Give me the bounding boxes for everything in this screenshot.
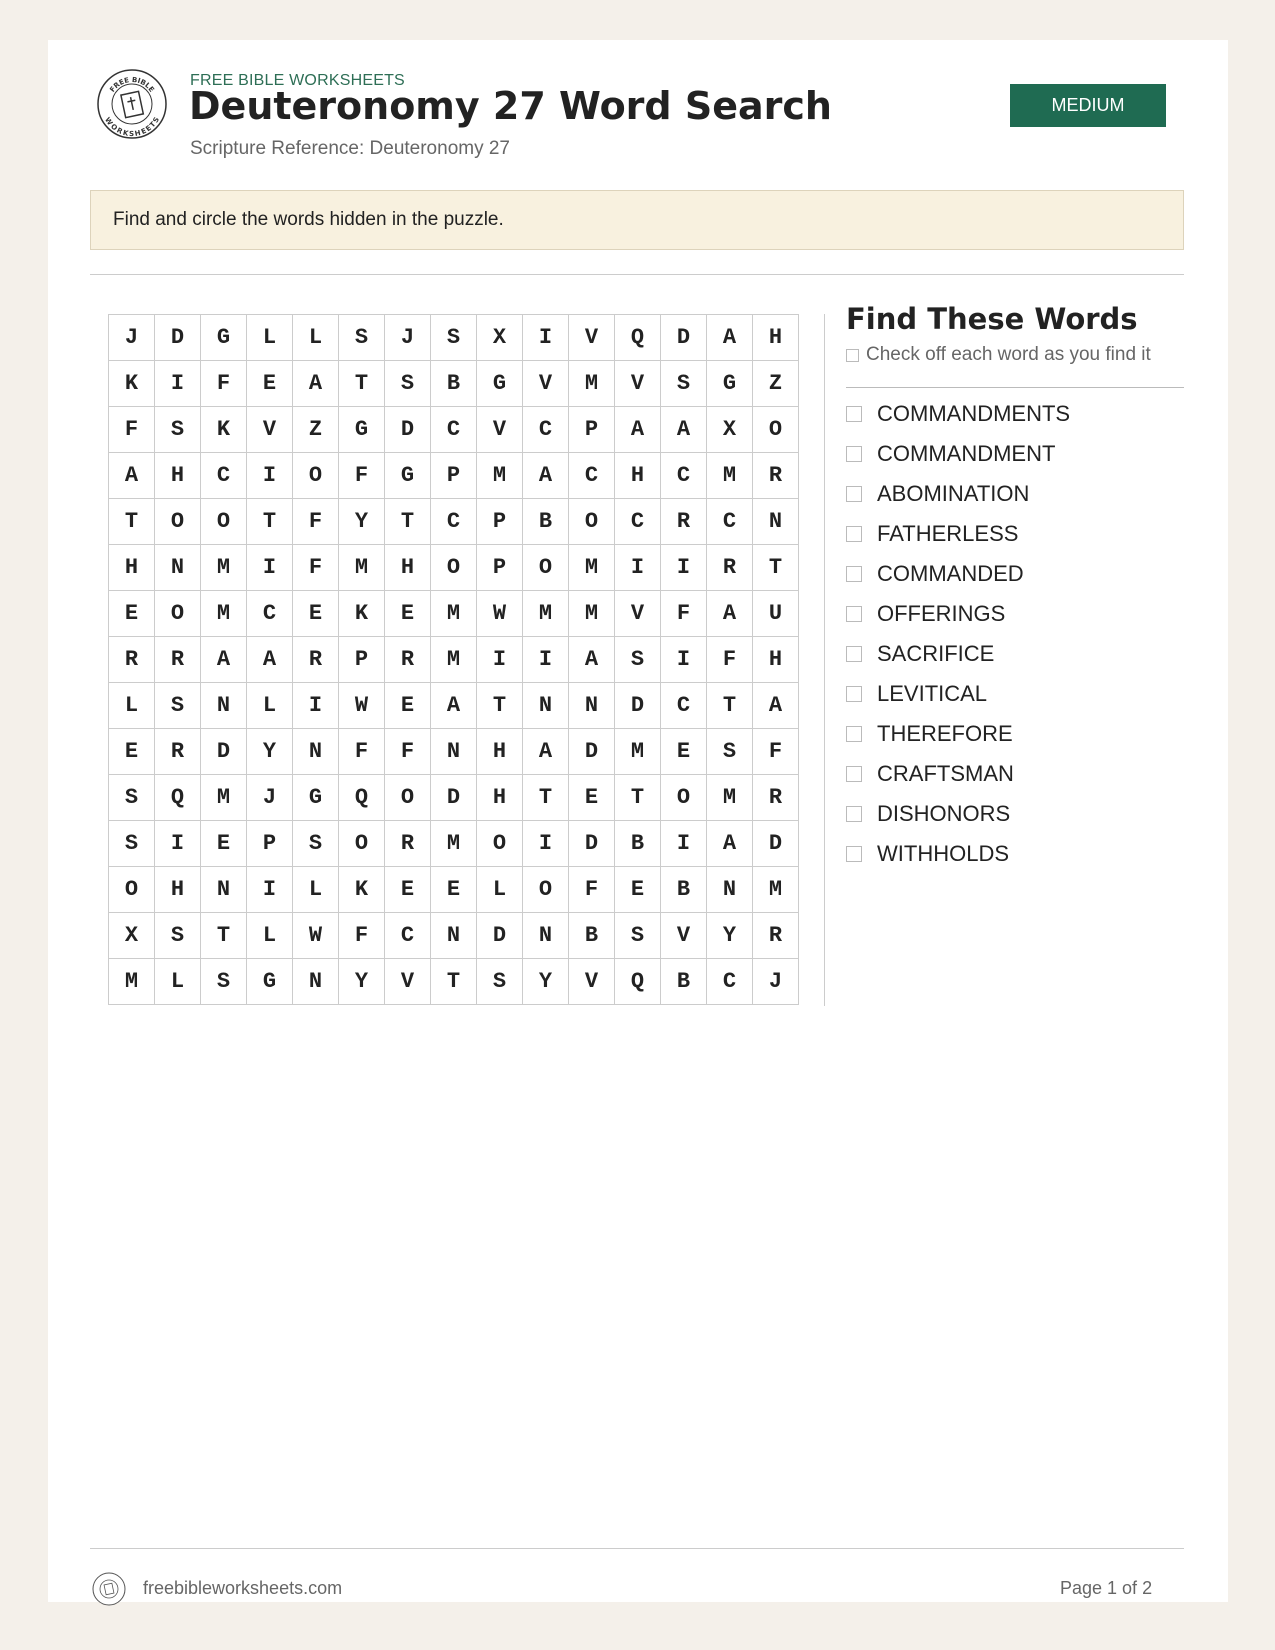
word-list-divider <box>846 387 1184 388</box>
grid-cell: E <box>247 361 293 407</box>
grid-cell: G <box>477 361 523 407</box>
grid-cell: D <box>615 683 661 729</box>
grid-cell: F <box>753 729 799 775</box>
grid-cell: Y <box>339 499 385 545</box>
grid-cell: I <box>247 453 293 499</box>
grid-cell: M <box>569 591 615 637</box>
grid-cell: G <box>293 775 339 821</box>
grid-cell: T <box>385 499 431 545</box>
grid-cell: N <box>201 683 247 729</box>
grid-cell: E <box>569 775 615 821</box>
grid-cell: A <box>661 407 707 453</box>
grid-cell: G <box>339 407 385 453</box>
grid-cell: B <box>431 361 477 407</box>
grid-cell: O <box>753 407 799 453</box>
grid-cell: H <box>477 729 523 775</box>
grid-cell: V <box>477 407 523 453</box>
word-checkbox[interactable] <box>846 486 862 502</box>
grid-cell: S <box>201 959 247 1005</box>
grid-cell: F <box>569 867 615 913</box>
grid-cell: J <box>247 775 293 821</box>
grid-cell: S <box>615 913 661 959</box>
grid-cell: S <box>155 407 201 453</box>
word-list-item <box>846 434 1070 474</box>
grid-cell: Y <box>707 913 753 959</box>
grid-cell: M <box>201 775 247 821</box>
grid-cell: X <box>109 913 155 959</box>
grid-cell: E <box>109 591 155 637</box>
grid-cell: M <box>339 545 385 591</box>
word-list-item <box>846 794 1070 834</box>
grid-cell: E <box>293 591 339 637</box>
bible-logo-icon <box>96 68 168 140</box>
grid-cell: Y <box>339 959 385 1005</box>
grid-cell: P <box>431 453 477 499</box>
word-label: FATHERLESS <box>877 521 1019 546</box>
grid-cell: O <box>477 821 523 867</box>
grid-cell: C <box>431 499 477 545</box>
grid-cell: T <box>247 499 293 545</box>
grid-cell: T <box>431 959 477 1005</box>
grid-cell: O <box>339 821 385 867</box>
grid-cell: D <box>201 729 247 775</box>
grid-cell: H <box>753 637 799 683</box>
word-list-item <box>846 554 1070 594</box>
grid-cell: H <box>109 545 155 591</box>
grid-cell: L <box>293 867 339 913</box>
grid-cell: B <box>615 821 661 867</box>
grid-cell: V <box>385 959 431 1005</box>
word-label: COMMANDED <box>877 561 1024 586</box>
grid-cell: F <box>707 637 753 683</box>
section-divider <box>90 274 1184 275</box>
grid-cell: C <box>385 913 431 959</box>
word-list-hint-text: Check off each word as you find it <box>866 344 1151 365</box>
grid-cell: B <box>661 959 707 1005</box>
grid-cell: O <box>155 591 201 637</box>
grid-cell: B <box>569 913 615 959</box>
grid-cell: M <box>569 361 615 407</box>
grid-cell: E <box>661 729 707 775</box>
hint-checkbox-icon <box>846 349 859 362</box>
grid-cell: A <box>431 683 477 729</box>
grid-cell: A <box>201 637 247 683</box>
grid-cell: N <box>523 913 569 959</box>
grid-cell: H <box>155 453 201 499</box>
grid-cell: E <box>615 867 661 913</box>
word-label: CRAFTSMAN <box>877 761 1014 786</box>
grid-cell: F <box>339 913 385 959</box>
grid-cell: F <box>385 729 431 775</box>
grid-cell: H <box>615 453 661 499</box>
grid-cell: G <box>385 453 431 499</box>
grid-cell: R <box>155 637 201 683</box>
grid-cell: N <box>431 913 477 959</box>
word-list-item <box>846 754 1070 794</box>
grid-cell: G <box>707 361 753 407</box>
grid-cell: C <box>201 453 247 499</box>
grid-cell: T <box>707 683 753 729</box>
grid-cell: M <box>477 453 523 499</box>
grid-cell: I <box>155 821 201 867</box>
grid-cell: C <box>615 499 661 545</box>
grid-cell: R <box>661 499 707 545</box>
grid-cell: I <box>661 821 707 867</box>
grid-cell: O <box>109 867 155 913</box>
word-list-hint <box>846 344 1151 366</box>
word-search-grid <box>108 314 799 1005</box>
grid-cell: S <box>339 315 385 361</box>
grid-cell: B <box>661 867 707 913</box>
grid-cell: A <box>615 407 661 453</box>
word-label: OFFERINGS <box>877 601 1006 626</box>
grid-cell: C <box>707 959 753 1005</box>
grid-cell: L <box>247 683 293 729</box>
grid-cell: D <box>753 821 799 867</box>
grid-cell: F <box>293 499 339 545</box>
grid-cell: C <box>661 683 707 729</box>
grid-cell: E <box>385 683 431 729</box>
grid-cell: P <box>339 637 385 683</box>
grid-cell: O <box>385 775 431 821</box>
grid-cell: I <box>247 545 293 591</box>
logo-bottom-text: WORKSHEETS <box>103 115 161 139</box>
grid-cell: F <box>201 361 247 407</box>
grid-cell: R <box>753 453 799 499</box>
column-divider <box>824 314 825 1006</box>
grid-cell: I <box>523 821 569 867</box>
grid-cell: M <box>753 867 799 913</box>
grid-cell: Q <box>615 959 661 1005</box>
grid-cell: E <box>385 591 431 637</box>
grid-cell: M <box>569 545 615 591</box>
footer-logo-icon <box>92 1572 126 1606</box>
grid-cell: E <box>385 867 431 913</box>
grid-cell: K <box>109 361 155 407</box>
word-list-item <box>846 594 1070 634</box>
grid-cell: I <box>523 637 569 683</box>
grid-cell: F <box>339 453 385 499</box>
word-label: WITHHOLDS <box>877 841 1009 866</box>
grid-cell: L <box>109 683 155 729</box>
grid-cell: C <box>523 407 569 453</box>
grid-cell: M <box>201 545 247 591</box>
scripture-reference: Scripture Reference: Deuteronomy 27 <box>190 138 510 159</box>
word-label: LEVITICAL <box>877 681 988 706</box>
grid-cell: D <box>477 913 523 959</box>
grid-cell: M <box>523 591 569 637</box>
grid-cell: H <box>385 545 431 591</box>
grid-cell: L <box>293 315 339 361</box>
page-number: Page 1 of 2 <box>1060 1578 1153 1598</box>
word-checkbox[interactable] <box>846 846 862 862</box>
word-list-item <box>846 634 1070 674</box>
grid-cell: S <box>477 959 523 1005</box>
word-checkbox[interactable] <box>846 646 862 662</box>
grid-cell: L <box>247 315 293 361</box>
grid-cell: F <box>661 591 707 637</box>
grid-cell: Q <box>339 775 385 821</box>
word-checkbox[interactable] <box>846 686 862 702</box>
grid-cell: E <box>201 821 247 867</box>
grid-cell: I <box>477 637 523 683</box>
grid-cell: L <box>247 913 293 959</box>
grid-cell: M <box>431 821 477 867</box>
grid-cell: W <box>477 591 523 637</box>
grid-cell: T <box>523 775 569 821</box>
word-checkbox[interactable] <box>846 606 862 622</box>
word-checkbox[interactable] <box>846 806 862 822</box>
grid-cell: M <box>109 959 155 1005</box>
grid-cell: D <box>661 315 707 361</box>
grid-cell: M <box>431 637 477 683</box>
grid-cell: H <box>753 315 799 361</box>
grid-cell: N <box>155 545 201 591</box>
grid-cell: F <box>109 407 155 453</box>
instructions-text: Find and circle the words hidden in the puzzle. <box>113 209 504 230</box>
grid-cell: I <box>615 545 661 591</box>
grid-cell: D <box>569 729 615 775</box>
word-checkbox[interactable] <box>846 766 862 782</box>
word-label: SACRIFICE <box>877 641 995 666</box>
word-list-item <box>846 834 1070 874</box>
grid-cell: I <box>247 867 293 913</box>
grid-cell: N <box>293 959 339 1005</box>
grid-cell: T <box>753 545 799 591</box>
grid-cell: Z <box>293 407 339 453</box>
grid-cell: M <box>707 775 753 821</box>
grid-cell: N <box>201 867 247 913</box>
word-list-item <box>846 394 1070 434</box>
grid-cell: O <box>201 499 247 545</box>
grid-cell: C <box>431 407 477 453</box>
word-list-title: Find These Words <box>846 302 1138 336</box>
grid-cell: A <box>753 683 799 729</box>
grid-cell: W <box>293 913 339 959</box>
grid-cell: O <box>661 775 707 821</box>
grid-cell: G <box>201 315 247 361</box>
grid-cell: V <box>569 959 615 1005</box>
grid-cell: A <box>247 637 293 683</box>
grid-cell: B <box>523 499 569 545</box>
brand-name: FREE BIBLE WORKSHEETS <box>190 72 405 89</box>
grid-cell: I <box>523 315 569 361</box>
grid-cell: S <box>615 637 661 683</box>
grid-cell: V <box>523 361 569 407</box>
grid-cell: H <box>155 867 201 913</box>
grid-cell: M <box>201 591 247 637</box>
grid-cell: T <box>477 683 523 729</box>
grid-cell: C <box>569 453 615 499</box>
grid-cell: P <box>477 499 523 545</box>
grid-cell: S <box>109 821 155 867</box>
grid-cell: S <box>155 913 201 959</box>
grid-cell: O <box>155 499 201 545</box>
word-list-item <box>846 674 1070 714</box>
word-label: DISHONORS <box>877 801 1011 826</box>
grid-cell: O <box>523 545 569 591</box>
grid-cell: R <box>753 775 799 821</box>
grid-cell: P <box>477 545 523 591</box>
page-title: Deuteronomy 27 Word Search <box>189 84 832 128</box>
grid-cell: N <box>753 499 799 545</box>
grid-cell: U <box>753 591 799 637</box>
word-label: COMMANDMENT <box>877 441 1056 466</box>
grid-cell: N <box>431 729 477 775</box>
grid-cell: X <box>707 407 753 453</box>
grid-cell: A <box>569 637 615 683</box>
grid-cell: T <box>339 361 385 407</box>
word-label: COMMANDMENTS <box>877 401 1071 426</box>
grid-cell: C <box>661 453 707 499</box>
grid-cell: Q <box>615 315 661 361</box>
grid-cell: M <box>707 453 753 499</box>
grid-cell: M <box>431 591 477 637</box>
grid-cell: D <box>431 775 477 821</box>
grid-cell: V <box>615 591 661 637</box>
grid-cell: L <box>477 867 523 913</box>
grid-cell: K <box>339 867 385 913</box>
grid-cell: A <box>109 453 155 499</box>
grid-cell: S <box>155 683 201 729</box>
grid-cell: S <box>385 361 431 407</box>
grid-cell: F <box>293 545 339 591</box>
word-checkbox[interactable] <box>846 406 862 422</box>
word-label: ABOMINATION <box>877 481 1030 506</box>
grid-cell: I <box>661 545 707 591</box>
grid-cell: O <box>569 499 615 545</box>
grid-cell: C <box>247 591 293 637</box>
grid-cell: V <box>247 407 293 453</box>
instructions-box <box>90 190 1184 250</box>
grid-cell: E <box>109 729 155 775</box>
grid-cell: J <box>109 315 155 361</box>
grid-cell: K <box>201 407 247 453</box>
grid-cell: Y <box>523 959 569 1005</box>
grid-cell: J <box>385 315 431 361</box>
grid-cell: N <box>523 683 569 729</box>
grid-cell: P <box>247 821 293 867</box>
grid-cell: A <box>523 729 569 775</box>
grid-cell: X <box>477 315 523 361</box>
grid-cell: J <box>753 959 799 1005</box>
grid-cell: P <box>569 407 615 453</box>
grid-cell: C <box>707 499 753 545</box>
difficulty-badge: MEDIUM <box>1010 84 1166 127</box>
grid-cell: A <box>707 315 753 361</box>
grid-cell: N <box>707 867 753 913</box>
word-list-item <box>846 514 1070 554</box>
grid-cell: A <box>707 821 753 867</box>
grid-cell: V <box>615 361 661 407</box>
grid-cell: D <box>155 315 201 361</box>
grid-cell: R <box>155 729 201 775</box>
word-checkbox[interactable] <box>846 526 862 542</box>
grid-cell: I <box>661 637 707 683</box>
grid-cell: D <box>569 821 615 867</box>
word-list-item <box>846 474 1070 514</box>
grid-cell: R <box>109 637 155 683</box>
footer-divider <box>90 1548 1184 1549</box>
worksheet-page <box>48 40 1228 1602</box>
grid-cell: A <box>523 453 569 499</box>
word-label: THEREFORE <box>877 721 1013 746</box>
word-list-item <box>846 714 1070 754</box>
logo-top-text: FREE BIBLE <box>108 75 156 94</box>
grid-cell: S <box>707 729 753 775</box>
grid-cell: Q <box>155 775 201 821</box>
grid-cell: N <box>293 729 339 775</box>
grid-cell: H <box>477 775 523 821</box>
grid-cell: A <box>293 361 339 407</box>
grid-cell: V <box>661 913 707 959</box>
word-checkbox[interactable] <box>846 566 862 582</box>
grid-cell: S <box>661 361 707 407</box>
grid-cell: G <box>247 959 293 1005</box>
grid-cell: R <box>707 545 753 591</box>
grid-cell: S <box>431 315 477 361</box>
grid-cell: T <box>615 775 661 821</box>
grid-cell: O <box>523 867 569 913</box>
grid-cell: R <box>753 913 799 959</box>
word-checkbox[interactable] <box>846 726 862 742</box>
grid-cell: R <box>385 821 431 867</box>
grid-cell: F <box>339 729 385 775</box>
grid-cell: Y <box>247 729 293 775</box>
grid-cell: D <box>385 407 431 453</box>
grid-cell: S <box>293 821 339 867</box>
grid-cell: A <box>707 591 753 637</box>
grid-cell: I <box>293 683 339 729</box>
grid-cell: O <box>293 453 339 499</box>
word-checkbox[interactable] <box>846 446 862 462</box>
grid-cell: V <box>569 315 615 361</box>
grid-cell: R <box>385 637 431 683</box>
grid-cell: T <box>201 913 247 959</box>
grid-cell: Z <box>753 361 799 407</box>
grid-cell: K <box>339 591 385 637</box>
grid-cell: I <box>155 361 201 407</box>
grid-cell: T <box>109 499 155 545</box>
grid-cell: N <box>569 683 615 729</box>
grid-cell: O <box>431 545 477 591</box>
grid-cell: M <box>615 729 661 775</box>
word-list <box>846 394 1070 874</box>
grid-cell: E <box>431 867 477 913</box>
grid-cell: W <box>339 683 385 729</box>
grid-cell: R <box>293 637 339 683</box>
grid-cell: L <box>155 959 201 1005</box>
grid-cell: S <box>109 775 155 821</box>
footer-site: freebibleworksheets.com <box>143 1578 343 1598</box>
